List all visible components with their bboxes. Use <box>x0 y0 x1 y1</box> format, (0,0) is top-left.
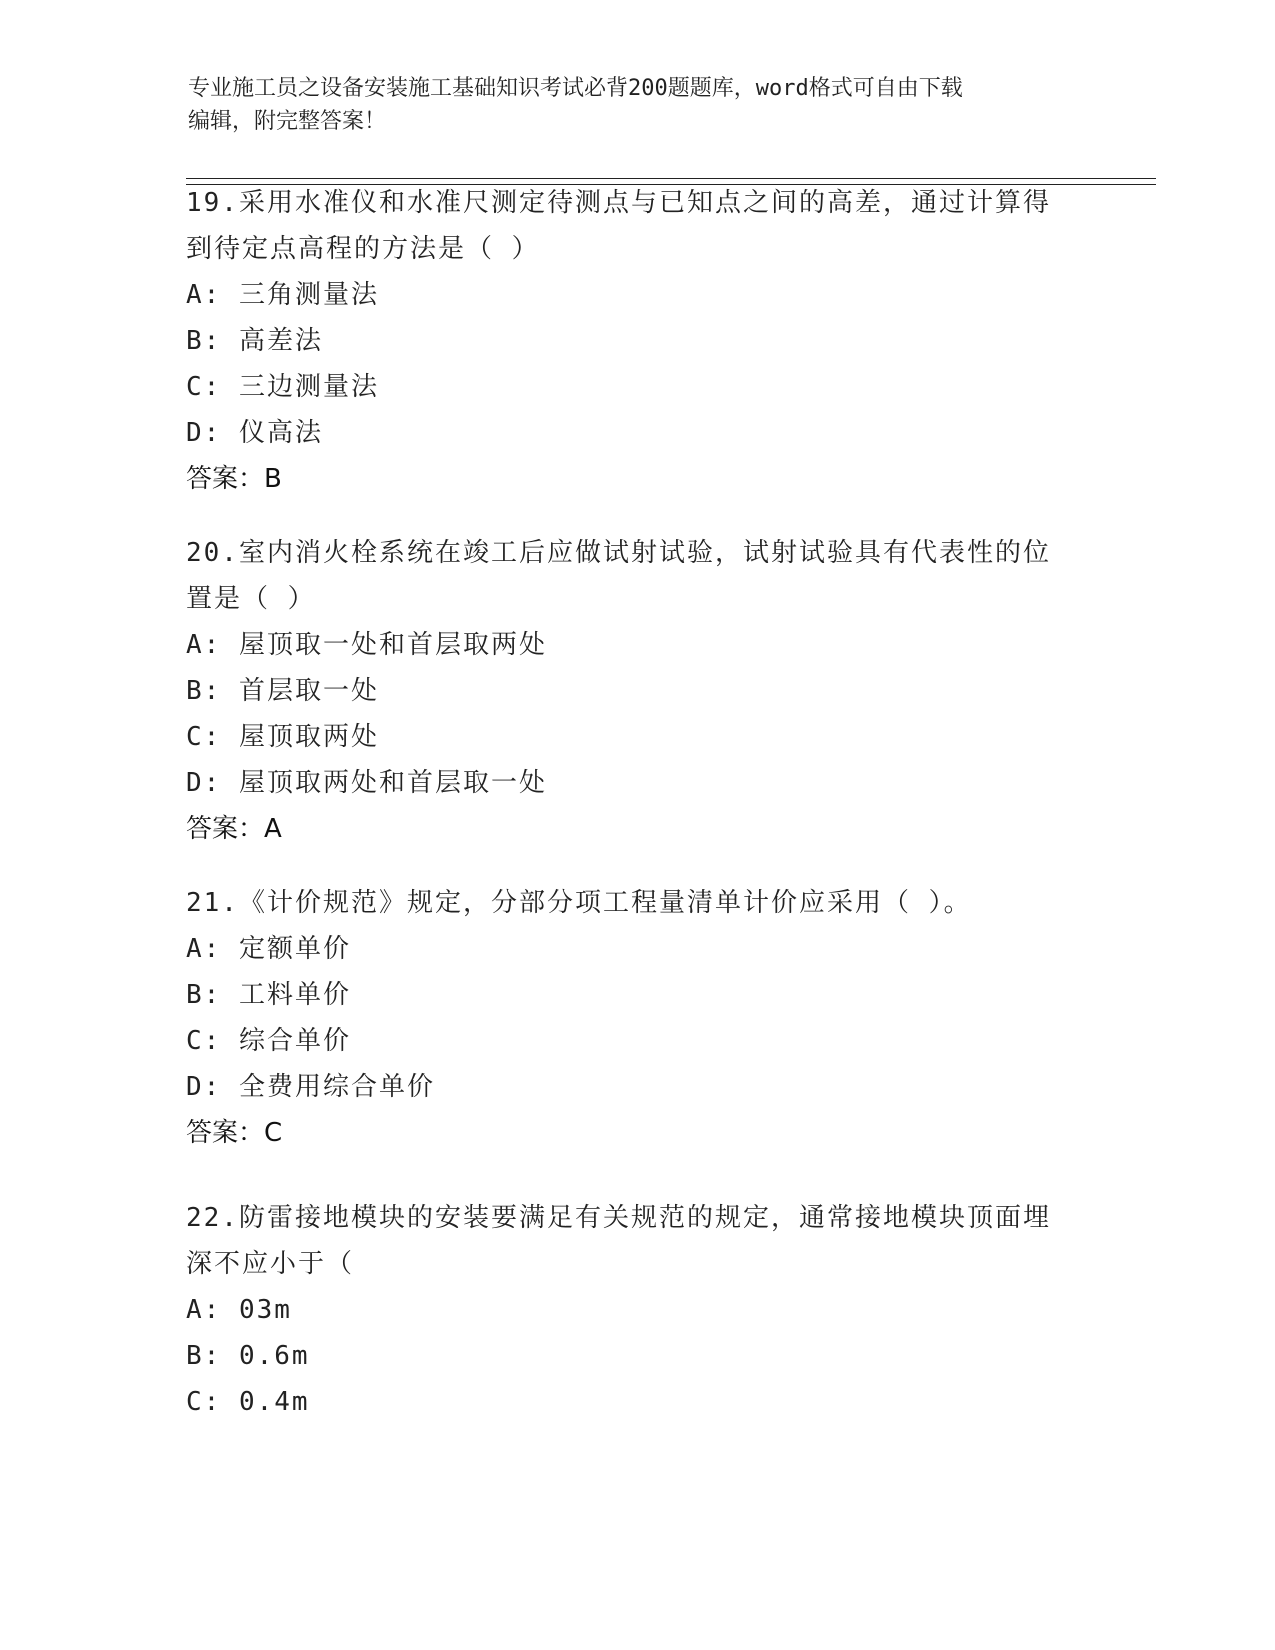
question-stem: 22.防雷接地模块的安装要满足有关规范的规定，通常接地模块顶面埋 <box>186 1203 1051 1233</box>
question-stem: 20.室内消火栓系统在竣工后应做试射试验，试射试验具有代表性的位 <box>186 538 1051 568</box>
option-b: B: 工料单价 <box>186 980 351 1010</box>
option-c: C: 0.4m <box>186 1387 310 1417</box>
question-20 <box>186 530 1086 852</box>
answer-line: 答案：B <box>186 464 282 494</box>
option-d: D: 全费用综合单价 <box>186 1072 435 1102</box>
option-a: A: 三角测量法 <box>186 280 379 310</box>
question-stem-continued: 到待定点高程的方法是（ ） <box>186 234 540 264</box>
option-d: D: 屋顶取两处和首层取一处 <box>186 768 547 798</box>
option-b: B: 首层取一处 <box>186 676 379 706</box>
header-line-2: 编辑，附完整答案！ <box>188 109 387 134</box>
question-stem: 21.《计价规范》规定，分部分项工程量清单计价应采用（ ）。 <box>186 888 972 918</box>
answer-line: 答案：C <box>186 1118 283 1148</box>
question-21 <box>186 880 1086 1156</box>
document-header <box>188 72 1088 138</box>
question-19 <box>186 180 1086 502</box>
option-a: A: 屋顶取一处和首层取两处 <box>186 630 547 660</box>
option-d: D: 仪高法 <box>186 418 323 448</box>
option-b: B: 0.6m <box>186 1341 310 1371</box>
option-b: B: 高差法 <box>186 326 323 356</box>
header-line-1: 专业施工员之设备安装施工基础知识考试必背200题题库，word格式可自由下载 <box>188 76 963 101</box>
answer-line: 答案：A <box>186 814 282 844</box>
question-22 <box>186 1195 1086 1425</box>
question-stem: 19.采用水准仪和水准尺测定待测点与已知点之间的高差，通过计算得 <box>186 188 1051 218</box>
question-stem-continued: 深不应小于（ <box>186 1249 355 1279</box>
option-a: A: 定额单价 <box>186 934 351 964</box>
option-c: C: 屋顶取两处 <box>186 722 379 752</box>
option-c: C: 综合单价 <box>186 1026 351 1056</box>
option-a: A: 03m <box>186 1295 292 1325</box>
option-c: C: 三边测量法 <box>186 372 379 402</box>
question-stem-continued: 置是（ ） <box>186 584 316 614</box>
